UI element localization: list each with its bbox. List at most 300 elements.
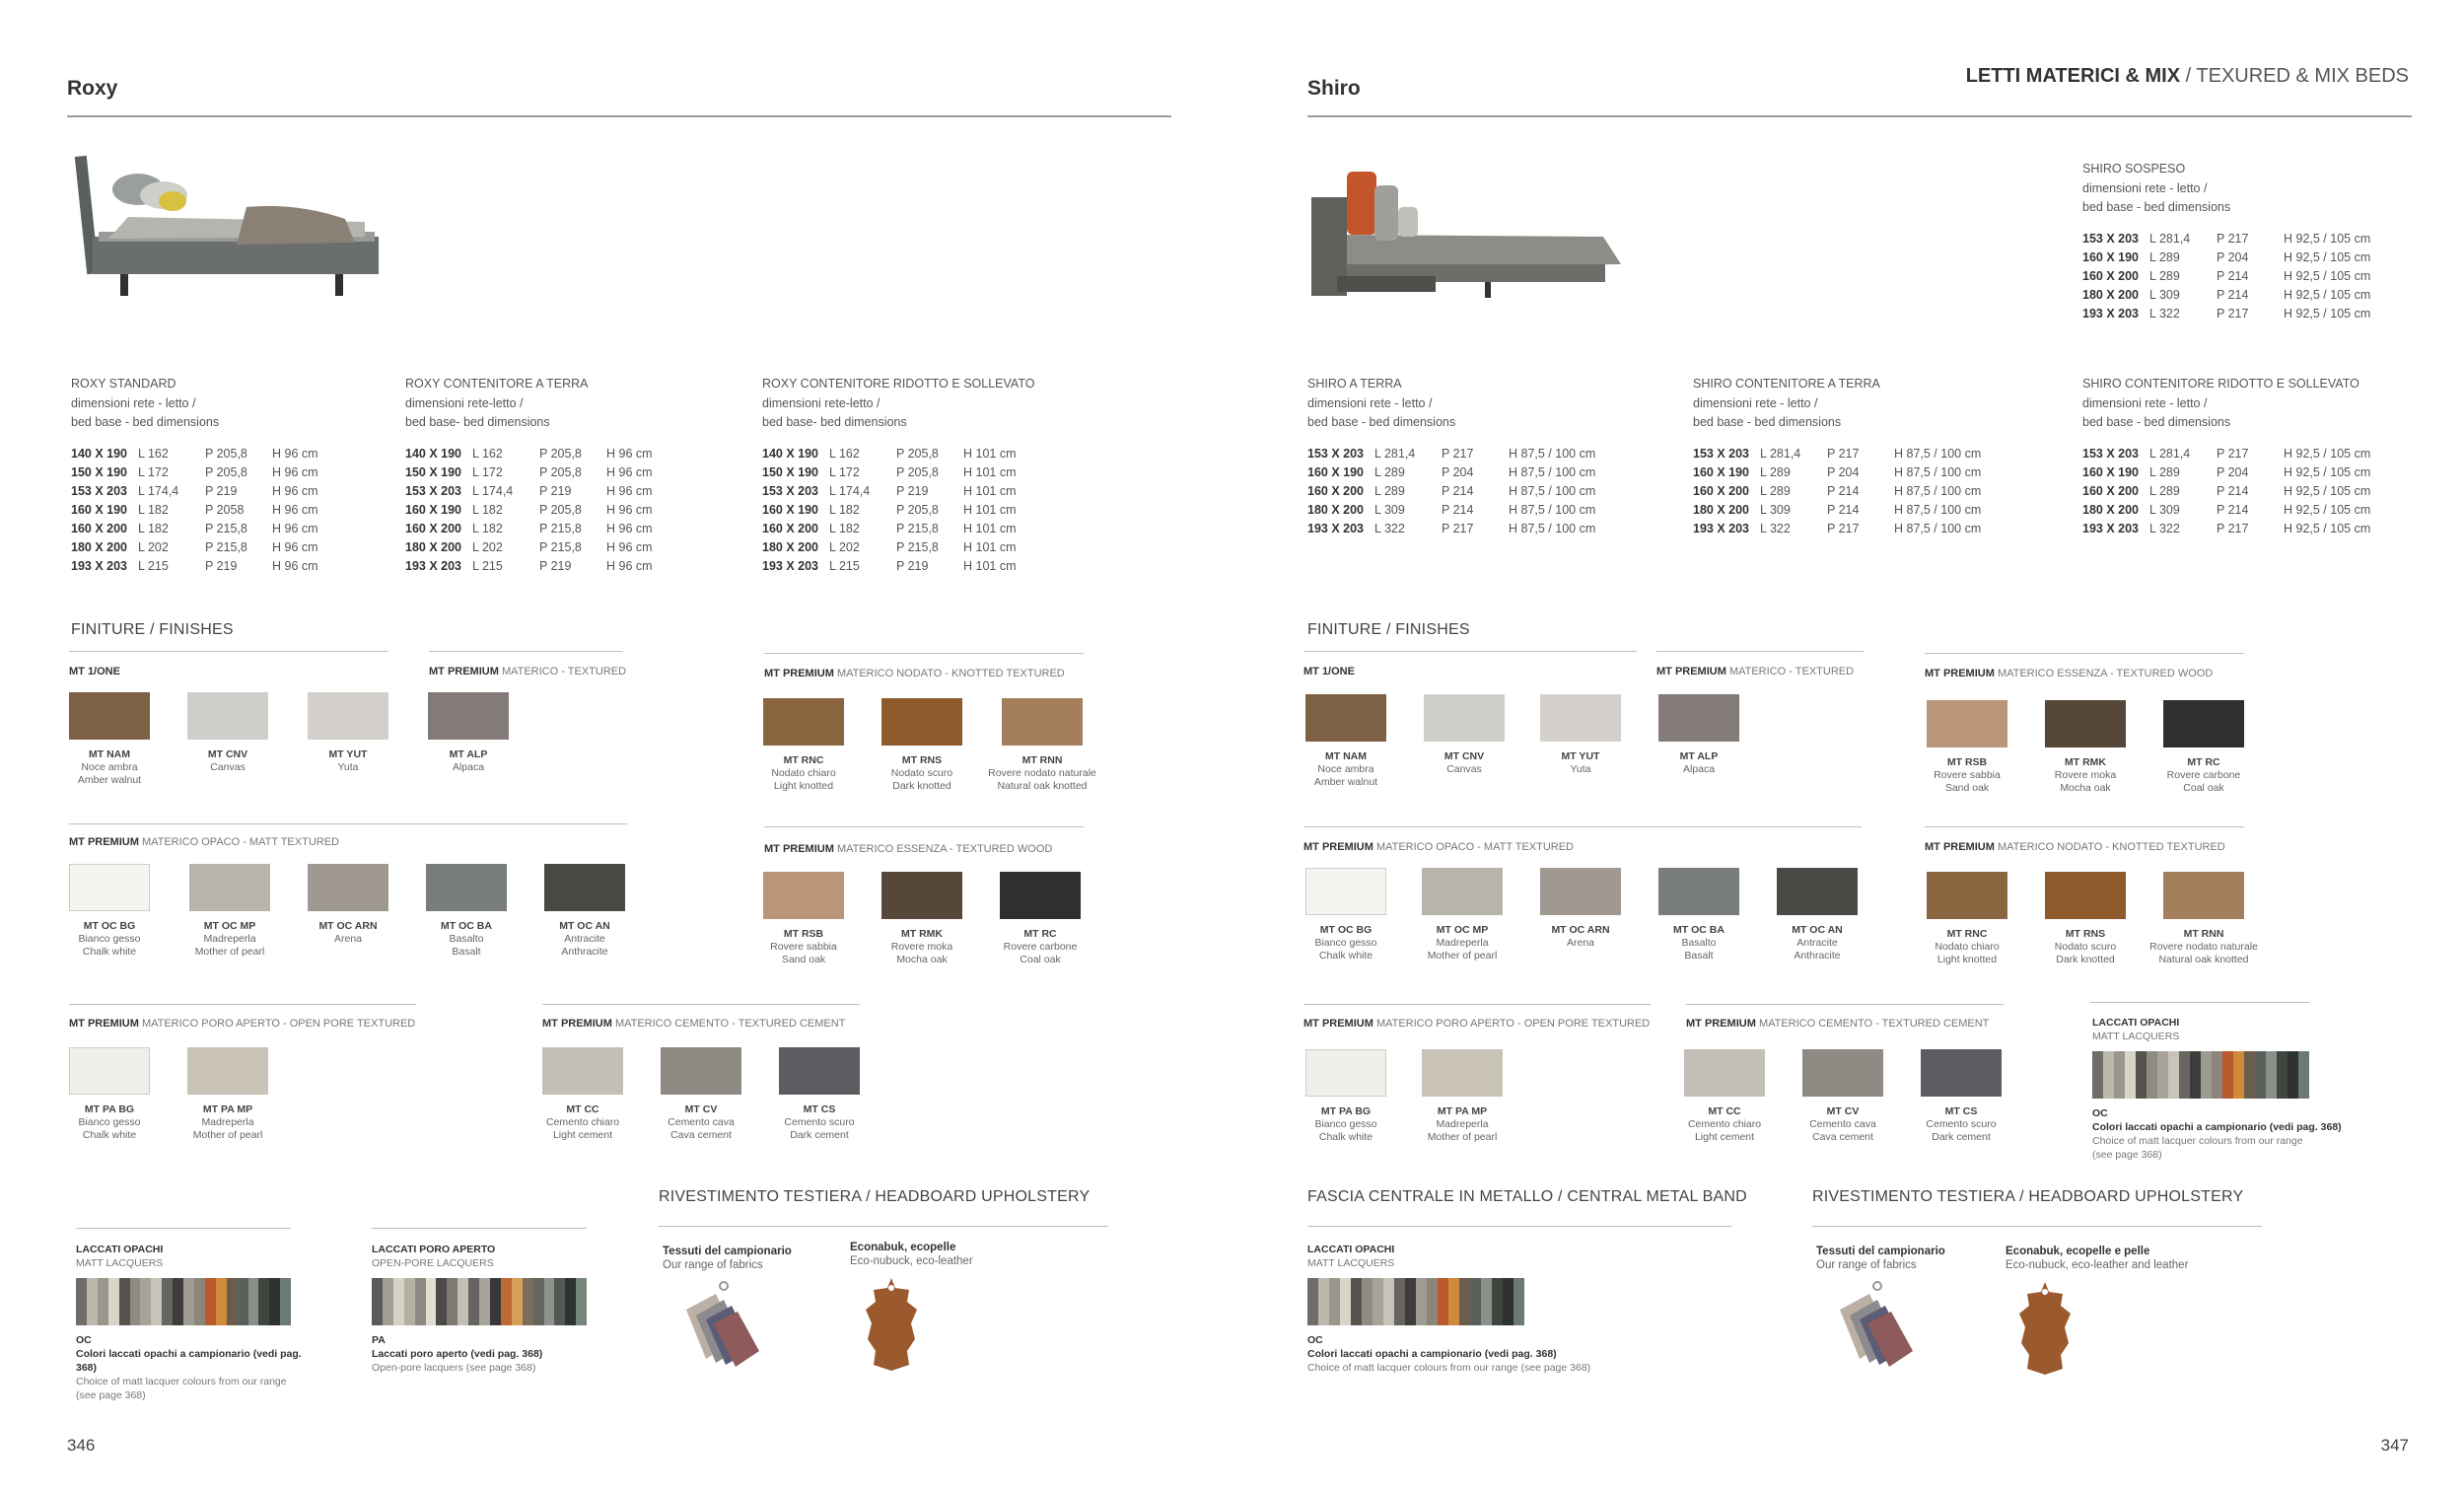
spec-row [2082,501,2382,520]
group-label: MT 1/ONE [69,666,120,677]
swatch-chip[interactable] [1000,872,1081,919]
lacquer-color[interactable] [258,1278,269,1325]
lacquer-color[interactable] [533,1278,544,1325]
lacquer-color[interactable] [1503,1278,1514,1325]
swatch-chip[interactable] [1658,868,1739,915]
spec-table [405,445,666,576]
spec-block-shiro-ridotto [2082,375,2382,538]
size-cell: 160 X 190 [1307,465,1364,479]
swatch[interactable] [2133,872,2275,966]
lacquer-color[interactable] [194,1278,205,1325]
lacquer-color[interactable] [238,1278,248,1325]
spec-row [1307,482,1607,501]
spec-row [762,482,1022,501]
swatch-chip[interactable] [1002,698,1083,746]
swatch[interactable] [1292,1049,1400,1144]
lacquer-color[interactable] [404,1278,415,1325]
swatch-chip[interactable] [1684,1049,1765,1097]
left-title-rule [67,115,1171,117]
swatch[interactable] [294,692,402,774]
swatch-chip[interactable] [308,864,388,911]
lacquer-color[interactable] [1459,1278,1470,1325]
width-cell: L 289 [1374,484,1405,498]
lacquer-color[interactable] [140,1278,151,1325]
swatch[interactable] [2031,872,2140,966]
lacquer-color-strip[interactable] [76,1278,291,1325]
swatch-chip[interactable] [2163,700,2244,748]
swatch-chip[interactable] [779,1047,860,1095]
size-cell: 150 X 190 [71,465,127,479]
spec-row [1693,501,1993,520]
lacquer-color[interactable] [2233,1051,2244,1099]
width-cell: L 289 [1760,484,1791,498]
height-cell: H 96 cm [272,484,318,498]
swatch-code: MT OC AN [559,920,610,932]
swatch-chip[interactable] [1927,872,2007,919]
lacquer-color[interactable] [162,1278,173,1325]
swatch-chip[interactable] [187,1047,268,1095]
finishes-title: FINITURE / FINISHES [1307,621,1470,638]
lacquer-color[interactable] [2125,1051,2136,1099]
swatch-chip[interactable] [881,872,962,919]
swatch-label: Cemento cava [668,1116,735,1128]
fabrics-title: Tessuti del campionario [1816,1246,1945,1257]
open-pore-lacquers-block [372,1243,598,1375]
divider [69,823,627,824]
swatch-code: MT RSB [1946,756,1988,768]
swatch[interactable] [1645,868,1753,962]
swatch-label: Basalt [452,946,481,958]
spec-sub: bed base - bed dimensions [1693,415,1842,429]
depth-cell: P 205,8 [205,465,247,479]
width-cell: L 289 [1374,465,1405,479]
swatch-chip[interactable] [1305,694,1386,742]
swatch-label: Chalk white [82,946,137,958]
width-cell: L 172 [138,465,169,479]
lacquer-note: Open-pore lacquers (see page 368) [372,1362,536,1374]
swatch-code: MT CNV [1443,750,1485,762]
swatch-chip[interactable] [69,1047,150,1095]
width-cell: L 182 [472,503,503,517]
swatch[interactable] [749,698,858,793]
spec-row [2082,249,2382,267]
lacquer-color[interactable] [1492,1278,1503,1325]
height-cell: H 96 cm [272,503,318,517]
swatch[interactable] [1526,694,1635,776]
swatch[interactable] [765,1047,874,1142]
swatch-label: Amber walnut [1313,776,1378,788]
lacquer-color[interactable] [227,1278,238,1325]
lacquer-color[interactable] [447,1278,458,1325]
lacquer-color[interactable] [1514,1278,1524,1325]
size-cell: 160 X 190 [2082,465,2139,479]
height-cell: H 96 cm [606,522,653,535]
height-cell: H 87,5 / 100 cm [1894,465,1982,479]
fabrics-subtitle: Our range of fabrics [1816,1259,1917,1271]
lacquer-color[interactable] [490,1278,501,1325]
lacquer-color[interactable] [458,1278,468,1325]
swatch[interactable] [1907,1049,2015,1144]
spec-row [762,463,1022,482]
swatch[interactable] [55,1047,164,1142]
swatch-chip[interactable] [661,1047,741,1095]
lacquer-color[interactable] [98,1278,108,1325]
swatch[interactable] [986,872,1094,966]
lacquer-color[interactable] [523,1278,533,1325]
lacquer-color[interactable] [2114,1051,2125,1099]
swatch[interactable] [1789,1049,1897,1144]
lacquer-color-strip[interactable] [2092,1051,2309,1099]
swatch-chip[interactable] [1540,694,1621,742]
lacquer-color[interactable] [2255,1051,2266,1099]
swatch-chip[interactable] [1802,1049,1883,1097]
lacquer-color[interactable] [1481,1278,1492,1325]
swatch-label: Yuta [1570,763,1591,775]
height-cell: H 101 cm [963,503,1017,517]
height-cell: H 87,5 / 100 cm [1509,465,1596,479]
lacquer-title: LACCATI OPACHI [76,1244,164,1255]
swatch-chip[interactable] [1305,868,1386,915]
swatch-label: Antracite [564,933,605,945]
height-cell: H 101 cm [963,484,1017,498]
leather-subtitle: Eco-nubuck, eco-leather and leather [2006,1259,2189,1271]
swatch-chip[interactable] [428,692,509,740]
depth-cell: P 215,8 [539,540,582,554]
lacquer-color[interactable] [468,1278,479,1325]
swatch-chip[interactable] [1305,1049,1386,1097]
group-label: MT PREMIUM MATERICO OPACO - MATT TEXTURED [69,836,339,848]
swatch-label: Antracite [1796,937,1838,949]
page-number: 347 [2380,1436,2409,1455]
depth-cell: P 214 [1442,484,1474,498]
swatch-chip[interactable] [1422,868,1503,915]
lacquer-color[interactable] [248,1278,259,1325]
lacquer-color[interactable] [2266,1051,2277,1099]
depth-cell: P 214 [2217,484,2249,498]
divider [1303,1004,1651,1005]
height-cell: H 92,5 / 105 cm [2284,232,2371,246]
swatch-code: MT OC BG [83,920,136,932]
lacquer-color[interactable] [2244,1051,2255,1099]
spec-block-roxy-ridotto [762,375,1034,576]
lacquer-color[interactable] [1340,1278,1351,1325]
lacquer-color[interactable] [479,1278,490,1325]
swatch-label: Mother of pearl [192,1129,263,1141]
swatch-chip[interactable] [763,698,844,746]
group-label: MT PREMIUM MATERICO ESSENZA - TEXTURED WOOD [764,843,1053,855]
lacquer-color[interactable] [565,1278,576,1325]
lacquer-color[interactable] [436,1278,447,1325]
height-cell: H 92,5 / 105 cm [2284,522,2371,535]
lacquer-color[interactable] [1416,1278,1427,1325]
lacquer-note: (see page 368) [2092,1149,2162,1161]
swatch-chip[interactable] [881,698,962,746]
swatch-label: Cemento chiaro [545,1116,620,1128]
swatch-label: Sand oak [781,954,826,965]
swatch-chip[interactable] [1921,1049,2002,1097]
width-cell: L 289 [2149,250,2180,264]
spec-row [2082,286,2382,305]
size-cell: 160 X 200 [1693,484,1749,498]
spec-row [762,445,1022,463]
spec-row [2082,305,2382,323]
swatch-chip[interactable] [1540,868,1621,915]
swatch[interactable] [1670,1049,1779,1144]
swatch[interactable] [528,1047,637,1142]
lacquer-color[interactable] [1373,1278,1383,1325]
fabrics-block [663,1245,792,1374]
divider [764,826,1084,827]
lacquer-color[interactable] [1394,1278,1405,1325]
lacquer-color[interactable] [1329,1278,1340,1325]
swatch-label: Dark knotted [2056,954,2115,965]
lacquer-color[interactable] [87,1278,98,1325]
height-cell: H 92,5 / 105 cm [2284,269,2371,283]
swatch[interactable] [2031,700,2140,795]
spec-row [1693,482,1993,501]
swatch-label: Noce ambra [81,761,138,773]
lacquer-color[interactable] [2179,1051,2190,1099]
swatch-code: MT RC [1023,928,1057,940]
lacquer-color[interactable] [1362,1278,1373,1325]
spec-table [1693,445,1993,538]
lacquer-color[interactable] [173,1278,183,1325]
swatch[interactable] [647,1047,755,1142]
lacquer-color-strip[interactable] [372,1278,587,1325]
swatch-chip[interactable] [69,692,150,740]
swatch[interactable] [749,872,858,966]
lacquer-color[interactable] [415,1278,426,1325]
lacquer-color[interactable] [2190,1051,2201,1099]
size-cell: 140 X 190 [71,447,127,461]
lacquer-color[interactable] [1307,1278,1318,1325]
lacquer-color-strip[interactable] [1307,1278,1524,1325]
size-cell: 193 X 203 [1307,522,1364,535]
lacquer-title: LACCATI OPACHI [2092,1017,2180,1029]
lacquer-color[interactable] [1405,1278,1416,1325]
group-label: MT PREMIUM MATERICO NODATO - KNOTTED TEXTURED [764,668,1065,679]
size-cell: 193 X 203 [405,559,461,573]
depth-cell: P 217 [2217,522,2249,535]
size-cell: 160 X 200 [2082,269,2139,283]
lacquer-color[interactable] [2136,1051,2147,1099]
swatch[interactable] [176,864,284,959]
swatch-chip[interactable] [2045,700,2126,748]
swatch-chip[interactable] [763,872,844,919]
swatch[interactable] [1526,868,1635,950]
width-cell: L 322 [2149,522,2180,535]
lacquer-color[interactable] [108,1278,119,1325]
lacquer-color[interactable] [501,1278,512,1325]
width-cell: L 215 [472,559,503,573]
swatch-chip[interactable] [542,1047,623,1095]
lacquer-color[interactable] [2212,1051,2222,1099]
swatch-label: Mocha oak [2060,782,2111,794]
swatch[interactable] [1645,694,1753,776]
swatch[interactable] [2149,700,2258,795]
lacquer-color[interactable] [2222,1051,2233,1099]
swatch-label: Amber walnut [77,774,142,786]
size-cell: 153 X 203 [2082,447,2139,461]
height-cell: H 96 cm [606,503,653,517]
swatch[interactable] [174,1047,282,1142]
lacquer-color[interactable] [512,1278,523,1325]
spec-row [2082,463,2382,482]
swatch[interactable] [1763,868,1871,962]
size-cell: 180 X 200 [1307,503,1364,517]
swatch-label: Rovere nodato naturale [2149,941,2258,953]
swatch-code: MT ALP [449,748,488,760]
lacquer-color[interactable] [216,1278,227,1325]
lacquer-color[interactable] [280,1278,291,1325]
swatch-code: MT OC ARN [318,920,378,932]
lacquer-color[interactable] [383,1278,393,1325]
spec-heading: ROXY CONTENITORE A TERRA [405,377,589,391]
lacquer-color[interactable] [372,1278,383,1325]
lacquer-color[interactable] [130,1278,141,1325]
height-cell: H 96 cm [606,484,653,498]
swatch-label: Alpaca [1682,763,1716,775]
lacquer-color[interactable] [269,1278,280,1325]
leather-hide-icon [2006,1278,2084,1377]
divider [542,1004,860,1005]
depth-cell: P 2058 [205,503,245,517]
spec-table [2082,445,2382,538]
lacquer-color[interactable] [2157,1051,2168,1099]
swatch[interactable] [868,698,976,793]
swatch-chip[interactable] [426,864,507,911]
swatch-label: Bianco gesso [78,1116,141,1128]
spec-sub: bed base - bed dimensions [71,415,220,429]
swatch[interactable] [973,698,1111,793]
spec-row [762,501,1022,520]
swatch-chip[interactable] [544,864,625,911]
lacquer-color[interactable] [119,1278,130,1325]
lacquer-color[interactable] [1351,1278,1362,1325]
side-matt-lacquers-block [2092,1016,2388,1162]
lacquer-color[interactable] [1470,1278,1481,1325]
lacquer-color[interactable] [1438,1278,1448,1325]
swatch-code: MT OC BA [1673,924,1725,936]
lacquer-color[interactable] [2168,1051,2179,1099]
lacquer-color[interactable] [151,1278,162,1325]
lacquer-color[interactable] [2103,1051,2114,1099]
swatch[interactable] [174,692,282,774]
width-cell: L 322 [1374,522,1405,535]
swatch-code: MT YUT [1561,750,1600,762]
lacquer-color[interactable] [2298,1051,2309,1099]
spec-sub: dimensioni rete - letto / [1307,395,1433,410]
swatch[interactable] [414,692,523,774]
lacquer-color[interactable] [2147,1051,2157,1099]
spec-row [2082,520,2382,538]
swatch[interactable] [55,692,164,787]
height-cell: H 92,5 / 105 cm [2284,250,2371,264]
size-cell: 160 X 200 [2082,484,2139,498]
lacquer-color[interactable] [576,1278,587,1325]
spec-row [405,463,666,482]
lacquer-color[interactable] [1427,1278,1438,1325]
width-cell: L 309 [1760,503,1791,517]
height-cell: H 92,5 / 105 cm [2284,503,2371,517]
depth-cell: P 217 [2217,307,2249,320]
height-cell: H 87,5 / 100 cm [1894,522,1982,535]
swatch-chip[interactable] [1422,1049,1503,1097]
swatch[interactable] [1913,872,2021,966]
swatch[interactable] [1913,700,2021,795]
swatch-chip[interactable] [2163,872,2244,919]
swatch-chip[interactable] [1424,694,1505,742]
size-cell: 193 X 203 [762,559,818,573]
swatch[interactable] [530,864,639,959]
swatch[interactable] [1292,868,1400,962]
lacquer-color[interactable] [2288,1051,2298,1099]
swatch-chip[interactable] [69,864,150,911]
swatch-chip[interactable] [1658,694,1739,742]
swatch-label: Chalk white [1318,1131,1373,1143]
spec-row [405,520,666,538]
lacquer-code: PA [372,1334,386,1346]
swatch-chip[interactable] [1927,700,2007,748]
lacquer-color[interactable] [205,1278,216,1325]
lacquer-color[interactable] [2092,1051,2103,1099]
swatch-label: Canvas [210,761,246,773]
lacquer-color[interactable] [1448,1278,1459,1325]
swatch[interactable] [294,864,402,946]
lacquer-color[interactable] [2201,1051,2212,1099]
page-number: 346 [67,1436,96,1455]
swatch[interactable] [1292,694,1400,789]
swatch-chip[interactable] [308,692,388,740]
swatch-label: Bianco gesso [1314,937,1377,949]
matt-lacquers-block [76,1243,303,1402]
lacquer-color[interactable] [2277,1051,2288,1099]
swatch-chip[interactable] [1777,868,1858,915]
depth-cell: P 205,8 [896,503,939,517]
swatch[interactable] [1408,1049,1516,1144]
swatch[interactable] [1410,694,1518,776]
height-cell: H 87,5 / 100 cm [1509,522,1596,535]
swatch-label: Arena [1566,937,1595,949]
lacquer-color[interactable] [554,1278,565,1325]
swatch[interactable] [868,872,976,966]
lacquer-color[interactable] [544,1278,555,1325]
lacquer-note: Colori laccati opachi a campionario (vedi pag. 368) [1307,1348,1557,1360]
size-cell: 140 X 190 [762,447,818,461]
spec-block-shiro-sospeso [2082,160,2382,323]
lacquer-code: OC [1307,1334,1323,1346]
swatch[interactable] [1408,868,1516,962]
swatch[interactable] [55,864,164,959]
swatch-chip[interactable] [187,692,268,740]
lacquer-color[interactable] [1318,1278,1329,1325]
lacquer-color[interactable] [393,1278,404,1325]
spec-row [762,538,1022,557]
fabric-samples-icon [676,1280,775,1369]
depth-cell: P 214 [1827,484,1860,498]
swatch-label: Light cement [1694,1131,1755,1143]
group-label: MT PREMIUM MATERICO OPACO - MATT TEXTURED [1303,841,1574,853]
lacquer-color[interactable] [183,1278,194,1325]
swatch-chip[interactable] [2045,872,2126,919]
lacquer-color[interactable] [1383,1278,1394,1325]
swatch[interactable] [412,864,521,959]
lacquer-color[interactable] [76,1278,87,1325]
swatch-chip[interactable] [189,864,270,911]
lacquer-color[interactable] [426,1278,437,1325]
metal-band-title: FASCIA CENTRALE IN METALLO / CENTRAL METAL BAND [1307,1188,1747,1205]
height-cell: H 92,5 / 105 cm [2284,465,2371,479]
